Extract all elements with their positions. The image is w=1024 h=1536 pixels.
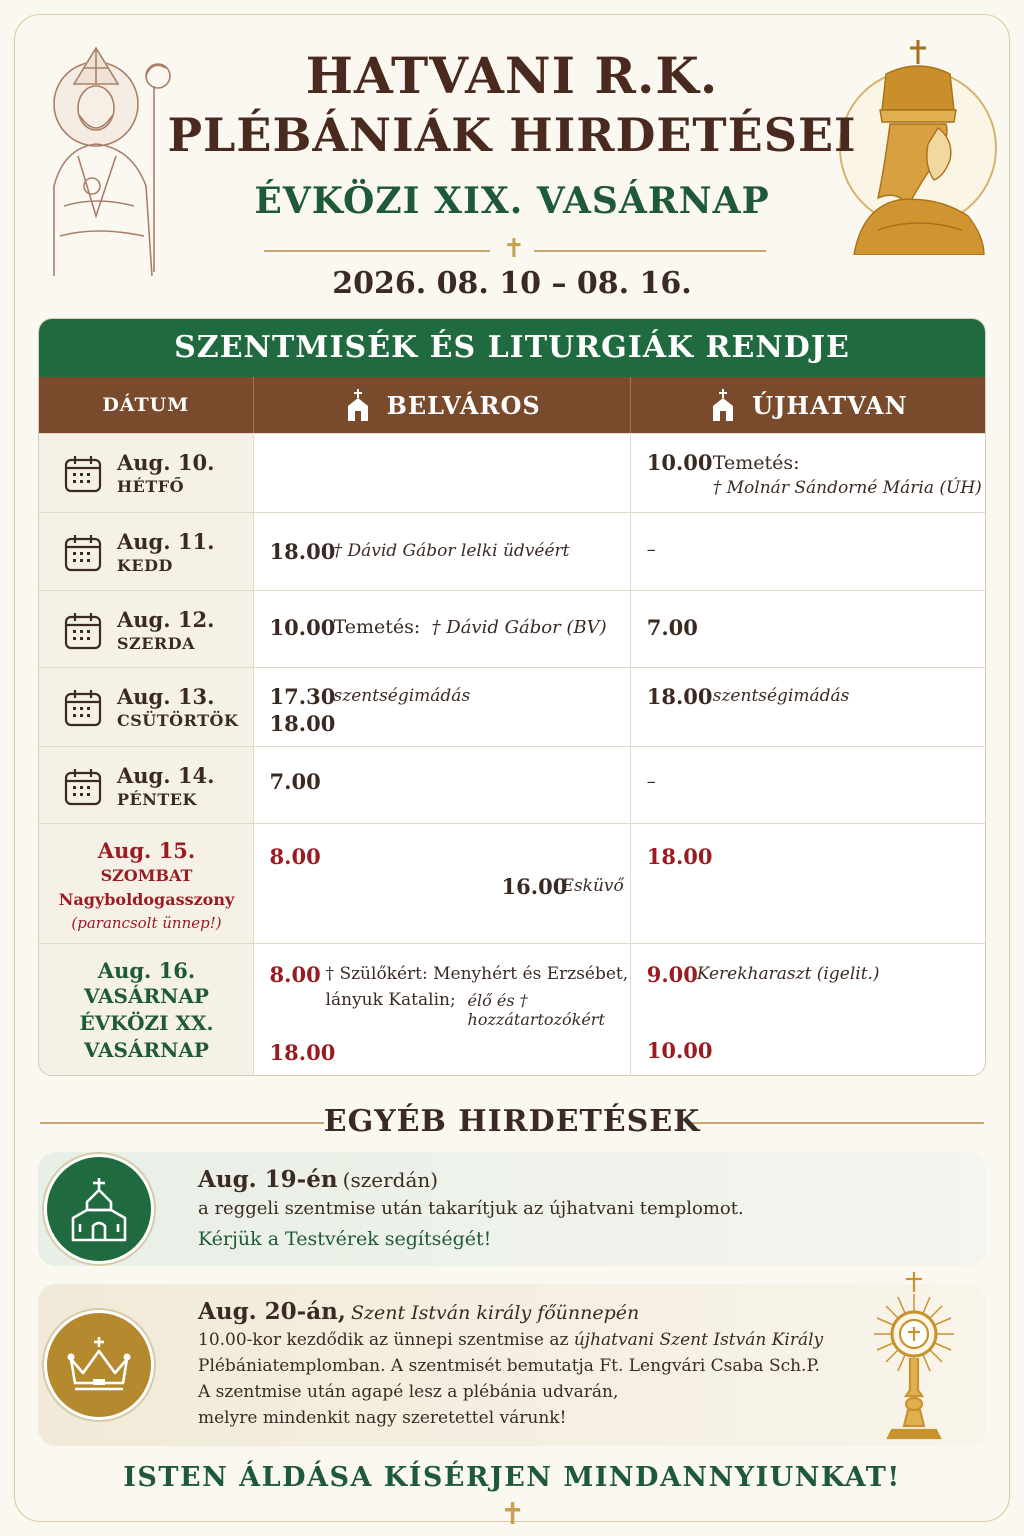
calendar-icon [63, 767, 103, 807]
date-cell [39, 668, 254, 746]
mass-time: 18.00 [269, 539, 336, 564]
date-cell [39, 824, 254, 943]
date-label: Aug. 12. [117, 607, 215, 632]
mass-time: 18.00 [646, 844, 713, 869]
belvaros-cell [254, 747, 631, 823]
calendar-icon [63, 454, 103, 494]
crown-icon [63, 1337, 135, 1393]
notice1-request: Kérjük a Testvérek segítségét! [198, 1228, 492, 1250]
ujhatvan-cell [631, 747, 985, 823]
notice1-day: (szerdán) [342, 1168, 439, 1192]
mass-intention-line2a: lányuk Katalin; [325, 990, 456, 1010]
calendar-icon [63, 688, 103, 728]
church-icon [708, 389, 738, 421]
table-row [39, 667, 985, 746]
date-label: Aug. 13. [117, 684, 215, 709]
notice2-date: Aug. 20-án, [198, 1298, 346, 1325]
date-label: Aug. 11. [117, 529, 215, 554]
date-label: Aug. 10. [117, 450, 215, 475]
weekday-label: SZOMBAT [100, 866, 193, 885]
date-label: Aug. 16. [97, 958, 196, 983]
belvaros-cell [254, 513, 631, 590]
calendar-icon [63, 533, 103, 573]
cross-ornament-icon: ✝ [503, 234, 525, 264]
table-row [39, 512, 985, 590]
mass-time: 10.00 [269, 615, 336, 640]
mass-time: 10.00 [646, 1038, 713, 1063]
wedding-time: 16.00 [501, 874, 568, 899]
mass-intention: † Dávid Gábor (BV) [431, 617, 607, 638]
column-header-belvaros [254, 377, 631, 433]
ujhatvan-cell [631, 824, 985, 943]
ujhatvan-cell [631, 944, 985, 1076]
ujhatvan-cell [631, 434, 985, 512]
mass-schedule-table [38, 318, 986, 1076]
no-mass-dash: – [646, 539, 656, 560]
schedule-header-row [39, 377, 985, 433]
no-mass-dash: – [646, 771, 656, 792]
mass-note: szentségimádás [712, 686, 850, 706]
page-subtitle: ÉVKÖZI XIX. VASÁRNAP [254, 180, 770, 222]
church-icon [343, 389, 373, 421]
date-label: Aug. 15. [97, 838, 196, 863]
column-header-date [39, 377, 254, 433]
cross-ornament-icon: ✝ [500, 1497, 526, 1532]
mass-time: 8.00 [269, 844, 321, 869]
monstrance-icon [862, 1270, 966, 1440]
mass-time: 18.00 [646, 684, 713, 709]
mass-note: szentségimádás [333, 686, 471, 706]
notice1-heading [198, 1166, 438, 1193]
table-row [39, 746, 985, 823]
date-cell [39, 591, 254, 667]
table-row [39, 590, 985, 667]
date-cell [39, 513, 254, 590]
mass-intention-line1: † Szülőkért: Menyhért és Erzsébet, [325, 964, 629, 984]
church-badge [44, 1154, 154, 1264]
mass-time: 18.00 [269, 1040, 336, 1065]
feast-note: (parancsolt ünnep!) [71, 914, 222, 932]
weekday-label: SZERDA [117, 634, 196, 653]
column-header-ujhatvan-label: ÚJHATVAN [752, 390, 908, 420]
ujhatvan-cell [631, 668, 985, 746]
notice2-line3: A szentmise után agapé lesz a plébánia udvarán, [198, 1382, 619, 1402]
calendar-icon [63, 611, 103, 651]
title-line2: PLÉBÁNIÁK HIRDETÉSEI [167, 108, 857, 162]
notice-card-cleaning [38, 1152, 986, 1266]
ornament-line-right [534, 250, 766, 252]
mass-note: Temetés: [712, 452, 800, 474]
mass-note: Temetés: [333, 616, 421, 638]
weekday-label: HÉTFŐ [117, 477, 185, 496]
belvaros-cell [254, 668, 631, 746]
ujhatvan-cell [631, 591, 985, 667]
notice1-text: a reggeli szentmise után takarítjuk az újhatvani templomot. [198, 1198, 744, 1219]
wedding-label: Esküvő [561, 876, 624, 896]
ujhatvan-cell [631, 513, 985, 590]
closing-blessing: ISTEN ÁLDÁSA KÍSÉRJEN MINDANNYIUNKAT! [123, 1462, 901, 1493]
notice2-line2: Plébániatemplomban. A szentmisét bemutatja Ft. Lengvári Csaba Sch.P. [198, 1356, 820, 1376]
belvaros-cell [254, 944, 631, 1076]
weekday-label: VASÁRNAP [84, 984, 209, 1008]
mass-time: 7.00 [646, 615, 698, 640]
weekday-label: KEDD [117, 556, 173, 575]
mass-time: 8.00 [269, 962, 321, 987]
date-cell [39, 434, 254, 512]
notice2-occasion: Szent István király főünnepén [350, 1302, 640, 1324]
notice2-line1-text: 10.00-kor kezdődik az ünnepi szentmise az [198, 1330, 569, 1350]
notice2-line4: melyre mindenkit nagy szeretettel várunk! [198, 1408, 567, 1428]
schedule-title: SZENTMISÉK ÉS LITURGIÁK RENDJE [39, 319, 985, 377]
mass-intention: † Dávid Gábor lelki üdvéért [333, 541, 570, 561]
table-row [39, 943, 985, 1076]
belvaros-cell [254, 591, 631, 667]
crown-badge [44, 1310, 154, 1420]
feast-name: Nagyboldogasszony [58, 890, 235, 909]
weekday-label: PÉNTEK [117, 790, 197, 809]
mass-time: 7.00 [269, 769, 321, 794]
mass-time: 9.00 [646, 962, 698, 987]
title-line1: HATVANI R.K. [305, 46, 719, 105]
mass-time: 10.00 [646, 450, 713, 475]
mass-intention-line2b: élő és † hozzátartozókért [467, 991, 605, 1029]
feast-name-line2: VASÁRNAP [84, 1038, 209, 1062]
column-header-date-label: DÁTUM [102, 394, 190, 416]
table-row [39, 433, 985, 512]
mass-intention: † Molnár Sándorné Mária (ÚH) [712, 478, 982, 498]
date-label: Aug. 14. [117, 763, 215, 788]
column-header-belvaros-label: BELVÁROS [386, 390, 541, 420]
column-header-ujhatvan [631, 377, 985, 433]
notice1-date: Aug. 19-én [198, 1166, 338, 1193]
date-range: 2026. 08. 10 – 08. 16. [332, 266, 692, 301]
notice2-heading [198, 1298, 639, 1325]
notice-card-feast [38, 1284, 986, 1446]
mass-time: 17.30 [269, 684, 336, 709]
belvaros-cell [254, 824, 631, 943]
section-title-other: EGYÉB HIRDETÉSEK [323, 1104, 701, 1139]
date-cell [39, 747, 254, 823]
notice2-line1 [198, 1330, 823, 1350]
mass-location: Kerekharaszt (igelit.) [696, 964, 880, 984]
notice2-church-name: újhatvani Szent István Király [573, 1330, 824, 1350]
belvaros-cell [254, 434, 631, 512]
church-icon [67, 1176, 131, 1242]
table-row [39, 823, 985, 943]
date-cell [39, 944, 254, 1076]
mass-time: 18.00 [269, 711, 336, 736]
weekday-label: CSÜTÖRTÖK [117, 711, 239, 730]
feast-name-line1: ÉVKÖZI XX. [79, 1011, 214, 1035]
ornament-line-left [264, 250, 490, 252]
